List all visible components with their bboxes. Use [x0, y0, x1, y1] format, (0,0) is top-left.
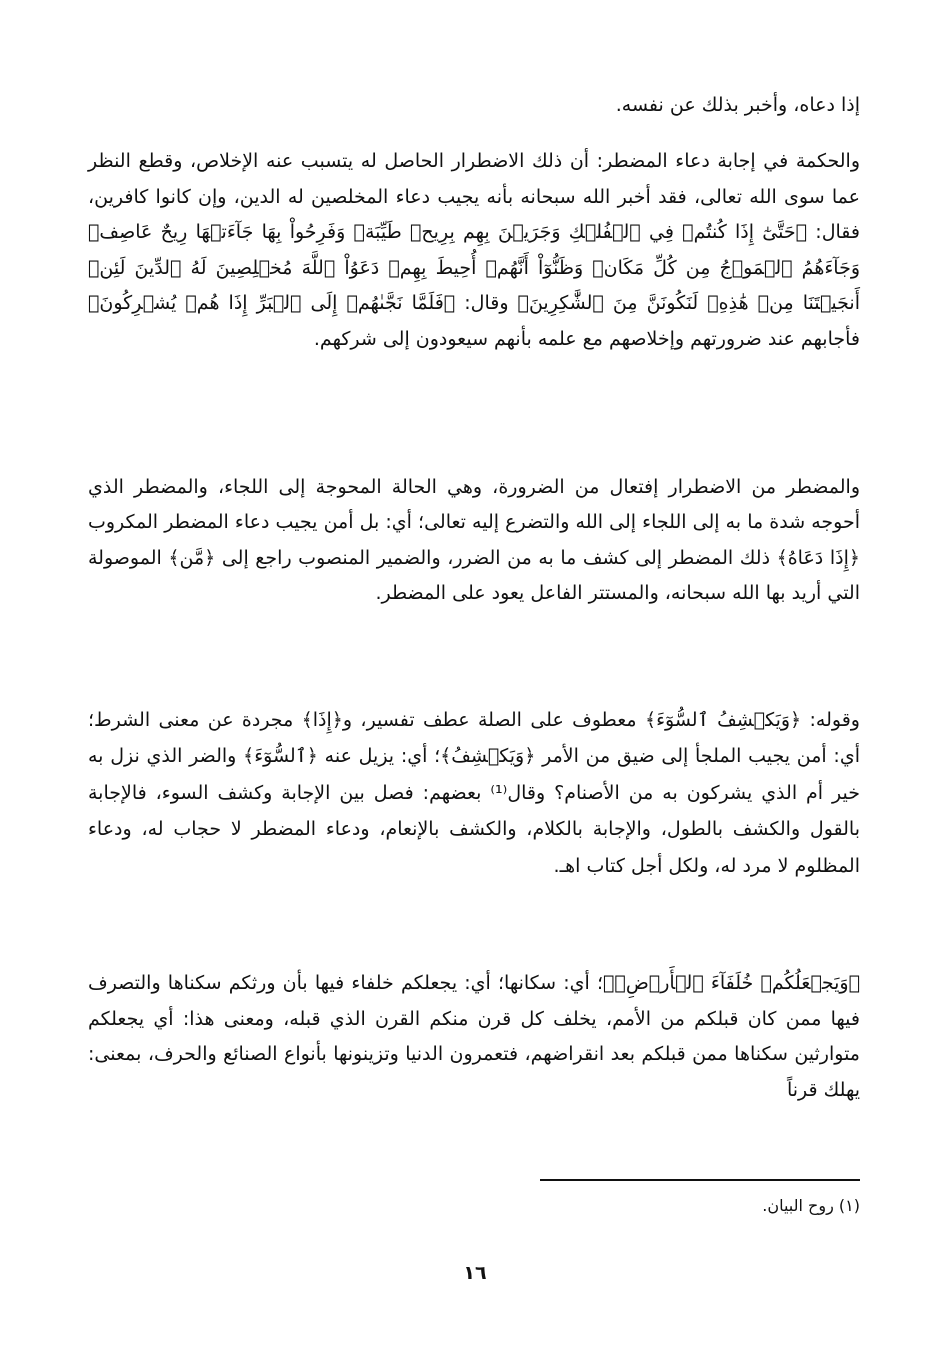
paragraph-5: ﴿وَيَجۡعَلُكُمۡ خُلَفَآءَ ٱلۡأَرۡضِۗ﴾؛ أي: سكانها؛ أي: يجعلكم خلفاء فيها بأن ورثكم سكناها والتصرف فيها ممن كان قبلكم من الأمم، يخلف كل قرن منكم القرن الذي قبله، ومعنى هذا: أي يجعلكم متوارثين سكناها ممن قبلكم بعد انقراضهم، فتعمرون الدنيا وتزينونها بأنواع الصنائع والحرف، بمعنى: يهلك قرناً: [88, 972, 860, 1102]
paragraph-4: وقوله: ﴿وَيَكۡشِفُ ٱلسُّوٓءَ﴾ معطوف على الصلة عطف تفسير، و﴿إِذَا﴾ مجردة عن معنى الشرط؛ أي: أمن يجيب الملجأ إلى ضيق من الأمر ﴿وَيَكۡشِفُ﴾؛ أي: يزيل عنه ﴿ٱلسُّوٓءَ﴾ والضر الذي نزل به خير أم الذي يشركون به من الأصنام؟ وقال⁽¹⁾ بعضهم: فصل بين الإجابة وكشف السوء، فالإجابة بالقول والكشف بالطول، والإجابة بالكلام، والكشف بالإنعام، ودعاء المضطر لا حجاب له، ودعاء المظلوم لا مرد له، ولكل أجل كتاب اهـ.: [88, 709, 860, 877]
footnote: (١) روح البيان.: [762, 1196, 860, 1215]
footnote-divider: [540, 1179, 860, 1181]
paragraph-3: والمضطر من الاضطرار إفتعال من الضرورة، وهي الحالة المحوجة إلى اللجاء، والمضطر الذي أحوجه شدة ما به إلى اللجاء إلى الله والتضرع إليه تعالى؛ أي: بل أمن يجيب دعاء المضطر المكروب ﴿إِذَا دَعَاهُ﴾ ذلك المضطر إلى كشف ما به من الضرر، والضمير المنصوب راجع إلى ﴿مَّن﴾ الموصولة التي أريد بها الله سبحانه، والمستتر الفاعل يعود على المضطر.: [88, 476, 860, 605]
page-number: ١٦: [463, 1262, 487, 1284]
paragraph-1: إذا دعاه، وأخبر بذلك عن نفسه.: [615, 94, 860, 116]
paragraph-2: والحكمة في إجابة دعاء المضطر: أن ذلك الاضطرار الحاصل له يتسبب عنه الإخلاص، وقطع النظر عما سوى الله تعالى، فقد أخبر الله سبحانه بأنه يجيب دعاء المخلصين له الدين، وإن كانوا كافرين، فقال: ﴿حَتَّىٰٓ إِذَا كُنتُمۡ فِي ٱلۡفُلۡكِ وَجَرَيۡنَ بِهِم بِرِيحٖ طَيِّبَةٖ وَفَرِحُواْ بِهَا جَآءَتۡهَا رِيحٌ عَاصِفٞ وَجَآءَهُمُ ٱلۡمَوۡجُ مِن كُلِّ مَكَانٖ وَظَنُّوٓاْ أَنَّهُمۡ أُحِيطَ بِهِمۡ دَعَوُاْ ٱللَّهَ مُخۡلِصِينَ لَهُ ٱلدِّينَ لَئِنۡ أَنجَيۡتَنَا مِنۡ هَٰذِهِۦ لَنَكُونَنَّ مِنَ ٱلشَّٰكِرِينَ﴾ وقال: ﴿فَلَمَّا نَجَّىٰهُمۡ إِلَى ٱلۡبَرِّ إِذَا هُمۡ يُشۡرِكُونَ﴾ فأجابهم عند ضرورتهم وإخلاصهم مع علمه بأنهم سيعودون إلى شركهم.: [88, 150, 860, 350]
